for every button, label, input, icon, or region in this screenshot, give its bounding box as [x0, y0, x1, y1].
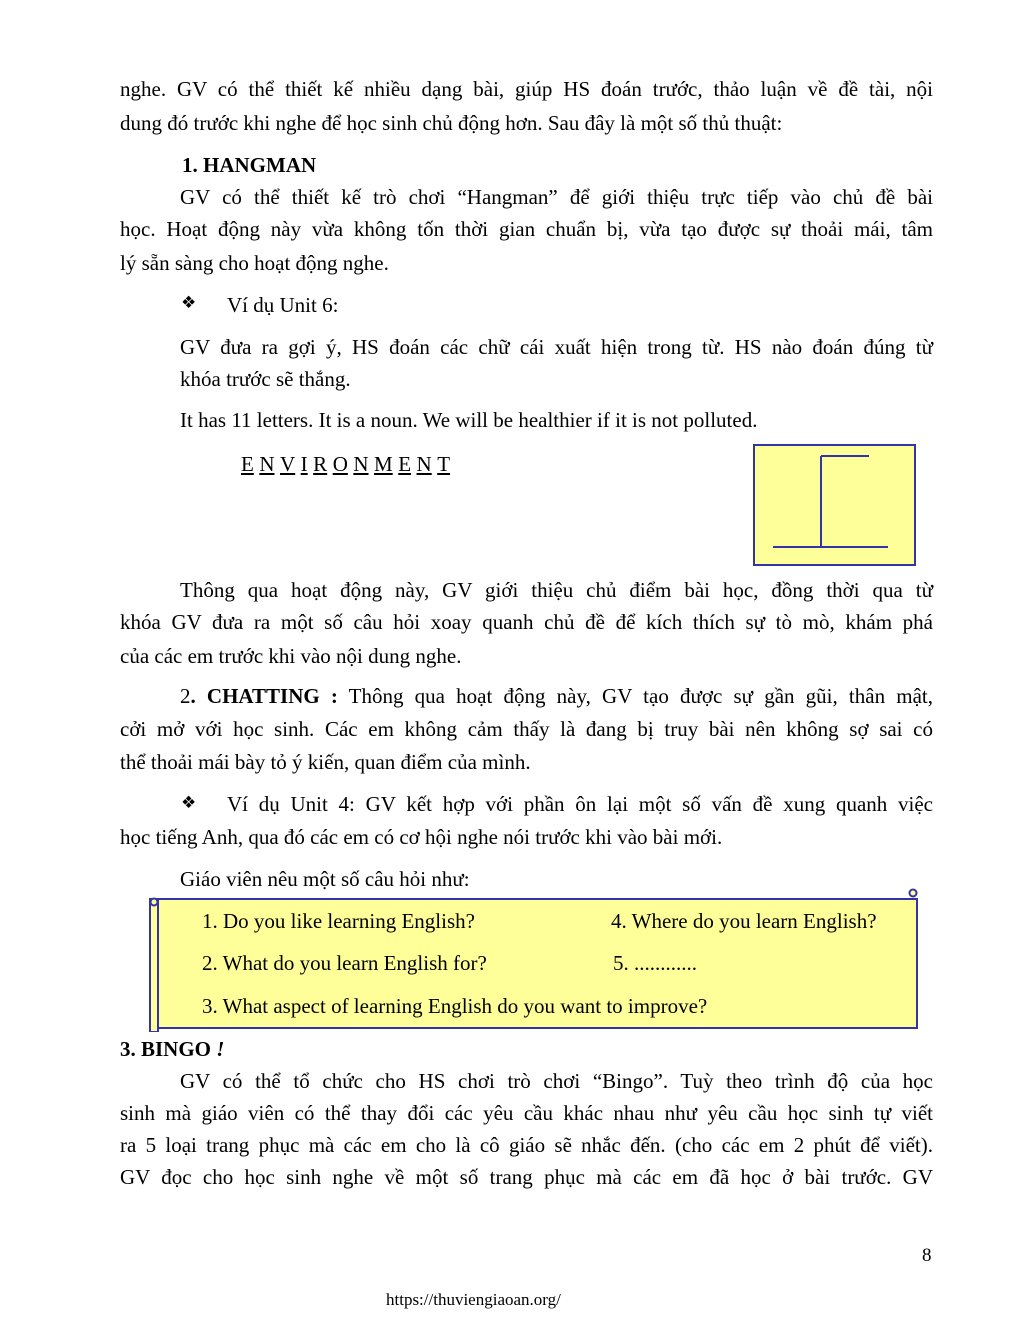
- section-heading-bingo: 3. BINGO !: [120, 1037, 225, 1061]
- hangman-word: [241, 451, 456, 477]
- hangman-letter: N: [416, 452, 432, 476]
- hangman-letter: O: [332, 452, 348, 476]
- paragraph-line: cởi mở với học sinh. Các em không cảm thấy là đang bị truy bài nên không sợ sai có: [120, 717, 933, 741]
- paragraph-line: dung đó trước khi nghe để học sinh chủ động hơn. Sau đây là một số thủ thuật:: [120, 111, 783, 135]
- hangman-clue: It has 11 letters. It is a noun. We will be healthier if it is not polluted.: [180, 408, 758, 432]
- question-item: 3. What aspect of learning English do you want to improve?: [202, 994, 708, 1018]
- paragraph-line: 2. CHATTING : Thông qua hoạt động này, GV tạo được sự gần gũi, thân mật,: [180, 684, 933, 708]
- paragraph-line: nghe. GV có thể thiết kế nhiều dạng bài, giúp HS đoán trước, thảo luận về đề tài, nội: [120, 77, 933, 101]
- page-number: 8: [922, 1245, 932, 1266]
- paragraph-line: Ví dụ Unit 4: GV kết hợp với phần ôn lại một số vấn đề xung quanh việc: [227, 792, 933, 816]
- paragraph-line: khóa GV đưa ra một số câu hỏi xoay quanh chủ đề để kích thích sự tò mò, khám phá: [120, 610, 933, 634]
- hangman-letter: V: [280, 452, 296, 476]
- hangman-letter: R: [313, 452, 328, 476]
- hangman-letter: T: [437, 452, 451, 476]
- hangman-letter: N: [259, 452, 275, 476]
- hangman-gallows-box: [753, 444, 916, 566]
- paragraph-line: của các em trước khi vào nội dung nghe.: [120, 644, 462, 668]
- paragraph-line: lý sẵn sàng cho hoạt động nghe.: [120, 251, 389, 275]
- gallows-icon: [755, 446, 914, 564]
- paragraph-line: GV có thể tổ chức cho HS chơi trò chơi “Bingo”. Tuỳ theo trình độ của học: [180, 1069, 933, 1093]
- paragraph-line: GV có thể thiết kế trò chơi “Hangman” để giới thiệu trực tiếp vào chủ đề bài: [180, 185, 933, 209]
- question-item: 4. Where do you learn English?: [611, 909, 877, 933]
- paragraph-line: học tiếng Anh, qua đó các em có cơ hội nghe nói trước khi vào bài mới.: [120, 825, 723, 849]
- example-label: Ví dụ Unit 6:: [227, 293, 339, 317]
- hangman-letter: E: [241, 452, 254, 476]
- footer-url[interactable]: https://thuviengiaoan.org/: [386, 1290, 561, 1309]
- paragraph-line: học. Hoạt động này vừa không tốn thời gian chuẩn bị, vừa tạo được sự thoải mái, tâm: [120, 217, 933, 241]
- diamond-bullet-icon: ❖: [181, 293, 197, 313]
- section-heading-hangman: 1. HANGMAN: [182, 153, 317, 177]
- paragraph-line: Thông qua hoạt động này, GV giới thiệu chủ điểm bài học, đồng thời qua từ: [180, 578, 933, 602]
- hangman-letter: N: [353, 452, 369, 476]
- paragraph-line: GV đọc cho học sinh nghe về một số trang phục mà các em đã học ở bài trước. GV: [120, 1165, 933, 1189]
- question-item: 5. ............: [613, 951, 697, 975]
- paragraph-line: Giáo viên nêu một số câu hỏi như:: [180, 867, 470, 891]
- paragraph-line: thể thoải mái bày tỏ ý kiến, quan điểm của mình.: [120, 750, 531, 774]
- question-item: 1. Do you like learning English?: [202, 909, 475, 933]
- hangman-letter: I: [300, 452, 308, 476]
- questions-scroll-box: [148, 887, 920, 1032]
- paragraph-line: ra 5 loại trang phục mà các em cho là cô giáo sẽ nhắc đến. (cho các em 2 phút để viết).: [120, 1133, 933, 1157]
- section-heading-chatting: . CHATTING :: [190, 684, 338, 708]
- question-item: 2. What do you learn English for?: [202, 951, 487, 975]
- paragraph-line: GV đưa ra gợi ý, HS đoán các chữ cái xuất hiện trong từ. HS nào đoán đúng từ: [180, 335, 933, 359]
- paragraph-line: khóa trước sẽ thắng.: [180, 367, 351, 391]
- hangman-letter: M: [374, 452, 393, 476]
- diamond-bullet-icon: ❖: [181, 793, 197, 813]
- hangman-letter: E: [398, 452, 412, 476]
- paragraph-line: sinh mà giáo viên có thể thay đổi các yêu cầu khác nhau như yêu cầu học sinh tự viết: [120, 1101, 933, 1125]
